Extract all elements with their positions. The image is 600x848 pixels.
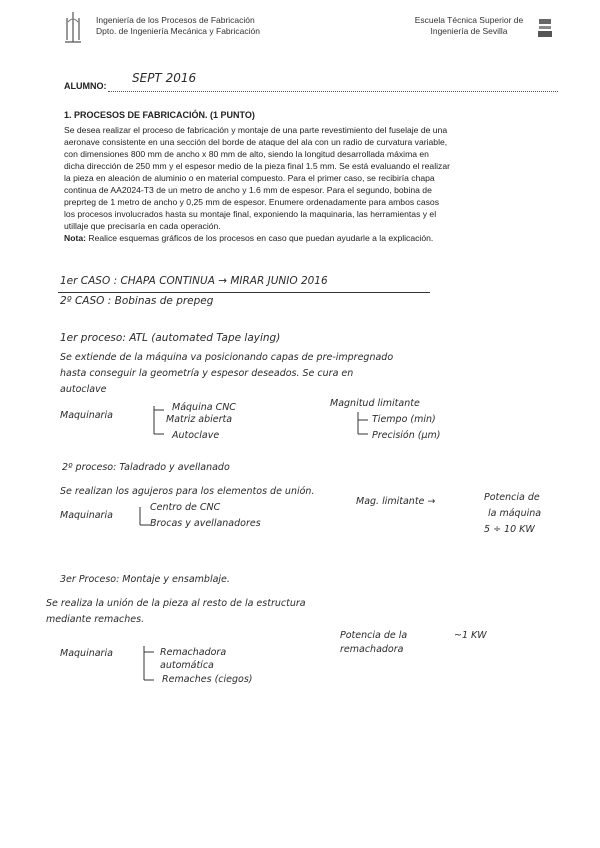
department-name: Dpto. de Ingeniería Mecánica y Fabricación: [96, 26, 260, 36]
process3-desc-line2: mediante remaches.: [46, 614, 145, 625]
alumno-underline: [108, 91, 558, 92]
process3-desc-line1: Se realiza la unión de la pieza al resto de la estructura: [46, 598, 306, 609]
process1-bracket: [148, 404, 168, 438]
alumno-label: ALUMNO:: [64, 81, 107, 91]
question-line: continua de AA2024-T3 de un metro de ancho y 1.6 mm de espesor. Para el segundo, bobina de: [64, 185, 432, 195]
process1-magnitud-label: Magnitud limitante: [330, 398, 420, 409]
process3-title: 3er Proceso: Montaje y ensamblaje.: [60, 574, 230, 585]
process2-maquinaria-label: Maquinaria: [60, 510, 113, 521]
process3-maq-item: Remaches (ciegos): [162, 674, 253, 685]
question-line: utillaje que precisaría en cada operación.: [64, 221, 221, 231]
header-left: [96, 15, 260, 37]
note-text: Realice esquemas gráficos de los procesos en caso que puedan ayudarle a la explicación.: [85, 233, 434, 243]
process1-maq-item: Autoclave: [172, 430, 220, 441]
process3-bracket: [138, 644, 158, 684]
process2-maq-item: Centro de CNC: [150, 502, 221, 513]
process1-desc-line3: autoclave: [60, 384, 107, 395]
alumno-value: SEPT 2016: [132, 71, 197, 85]
header-right: [410, 15, 528, 37]
question-line: aeronave consistente en una sección del borde de ataque del ala con un radio de curvatura variable,: [64, 137, 448, 147]
process3-maquinaria-label: Maquinaria: [60, 648, 113, 659]
school-name-line2: Ingeniería de Sevilla: [430, 26, 508, 36]
question-line: Se desea realizar el proceso de fabricación y montaje de una parte revestimiento del fuselaje de una: [64, 125, 448, 135]
caso1-underline: [58, 292, 430, 293]
process2-mag-value2: la máquina: [488, 508, 542, 519]
process2-title: 2º proceso: Taladrado y avellanado: [62, 462, 230, 473]
question-line: con dimensiones 800 mm de ancho x 80 mm de alto, siendo la longitud desarrollada máxima en: [64, 149, 429, 159]
process3-maq-item: Remachadora automática: [160, 647, 227, 671]
school-name-line1: Escuela Técnica Superior de: [414, 15, 524, 25]
process1-maquinaria-label: Maquinaria: [60, 410, 113, 421]
process3-potencia-label2: remachadora: [340, 644, 404, 655]
process2-maq-item: Brocas y avellanadores: [150, 518, 261, 529]
question-line: los procesos involucrados hasta su montaje final, exponiendo la maquinaria, las herramientas y el: [64, 209, 437, 219]
process3-potencia-label1: Potencia de la: [340, 630, 408, 641]
process1-mag-item: Precisión (μm): [372, 430, 441, 441]
question-note: [64, 232, 564, 244]
question-line: la pieza en aleación de aluminio o en material compuesto. Para el primer caso, se recibiría chapa: [64, 173, 435, 183]
university-logo: [62, 10, 84, 44]
caso1-line: 1er CASO : CHAPA CONTINUA → MIRAR JUNIO 2016: [60, 275, 328, 287]
process1-title: 1er proceso: ATL (automated Tape laying): [60, 332, 281, 344]
process2-mag-value3: 5 ÷ 10 KW: [484, 524, 535, 535]
course-name: Ingeniería de los Procesos de Fabricación: [96, 15, 255, 25]
process1-maq-item: Matriz abierta: [166, 414, 233, 425]
process1-desc-line2: hasta conseguir la geometría y espesor deseados. Se cura en: [60, 368, 354, 379]
process1-mag-bracket: [354, 410, 372, 440]
process2-mag-value1: Potencia de: [484, 492, 540, 503]
question-line: preprteg de 1 metro de ancho y 0,25 mm de espesor. Enumere ordenadamente para ambos casos: [64, 197, 440, 207]
question-body: [64, 124, 564, 244]
process2-mag-label: Mag. limitante →: [356, 496, 436, 507]
school-logo: [536, 16, 554, 42]
process1-maq-item: Máquina CNC: [172, 402, 236, 413]
process2-desc-line1: Se realizan los agujeros para los elementos de unión.: [60, 486, 315, 497]
question-line: dicha dirección de 250 mm y el espesor medio de la pieza final 1.5 mm. Se está evaluando el realizar: [64, 161, 450, 171]
caso2-line: 2º CASO : Bobinas de prepeg: [60, 295, 214, 307]
process1-mag-item: Tiempo (min): [372, 414, 436, 425]
process3-potencia-value: ~1 KW: [454, 630, 487, 641]
note-label: Nota:: [64, 233, 86, 243]
question-title: 1. PROCESOS DE FABRICACIÓN. (1 PUNTO): [64, 110, 255, 120]
process1-desc-line1: Se extiende de la máquina va posicionando capas de pre-impregnado: [60, 352, 394, 363]
